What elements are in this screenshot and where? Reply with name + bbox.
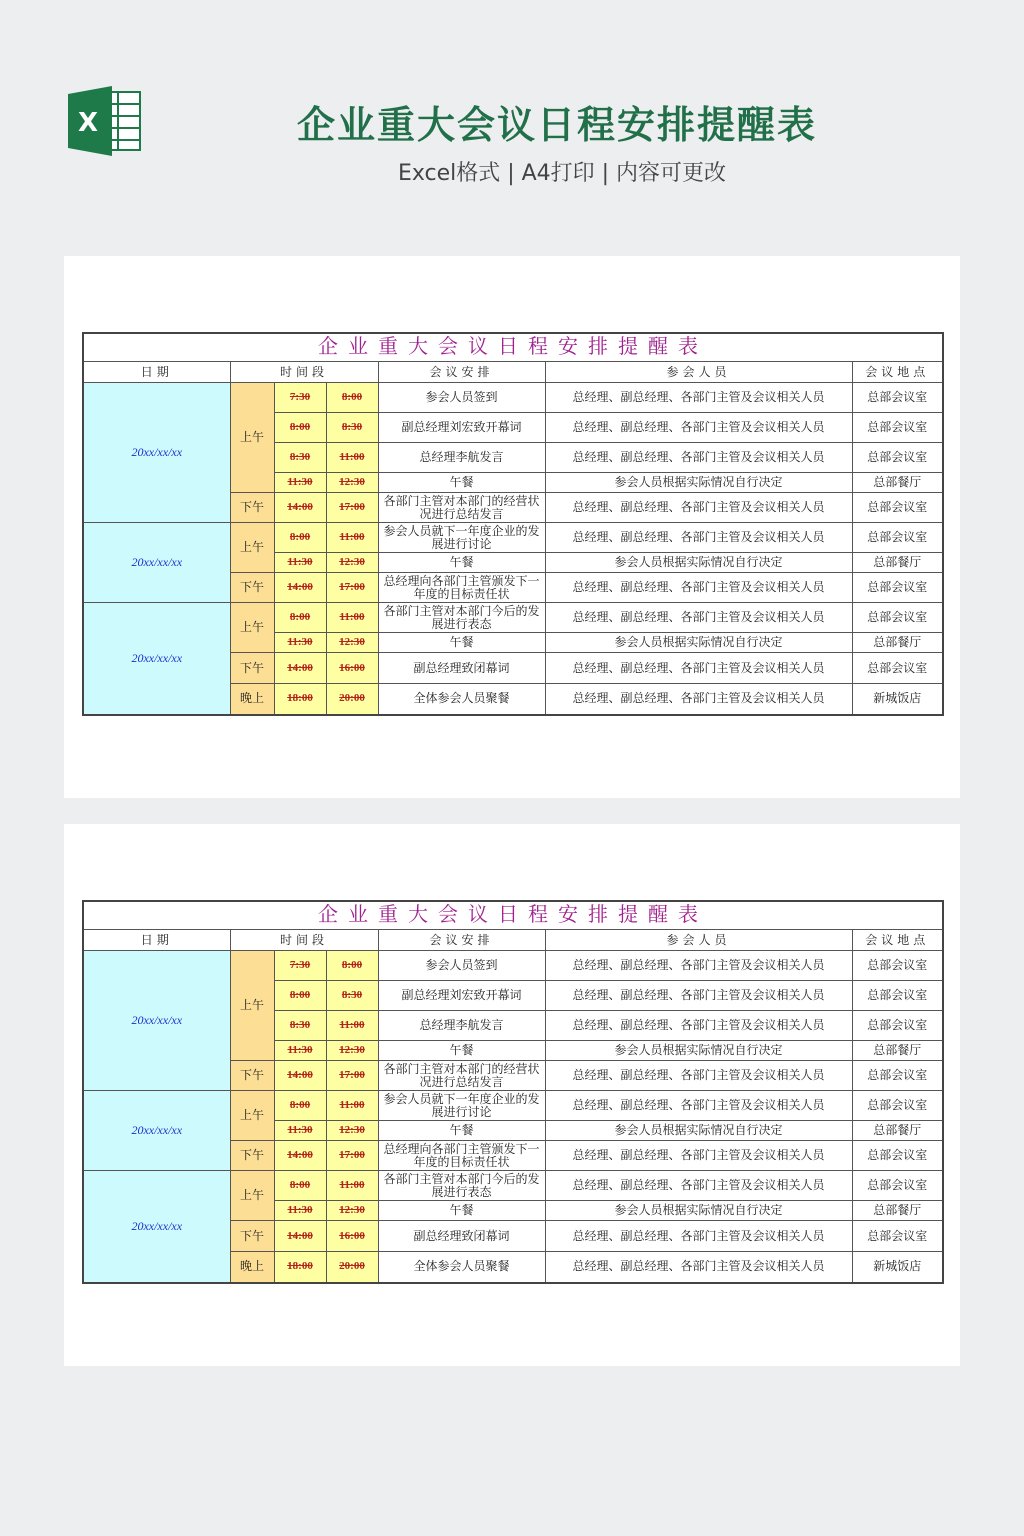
- agenda-cell[interactable]: 各部门主管对本部门今后的发展进行表态: [378, 1171, 545, 1201]
- participants-cell[interactable]: 总经理、副总经理、各部门主管及会议相关人员: [545, 603, 852, 633]
- location-cell[interactable]: 总部会议室: [852, 1061, 943, 1091]
- schedule-table: [82, 900, 944, 1284]
- agenda-cell[interactable]: 副总经理致闭幕词: [378, 1221, 545, 1252]
- participants-cell[interactable]: 总经理、副总经理、各部门主管及会议相关人员: [545, 1091, 852, 1121]
- location-cell[interactable]: 总部会议室: [852, 383, 943, 413]
- agenda-cell[interactable]: 午餐: [378, 1201, 545, 1221]
- location-cell[interactable]: 总部会议室: [852, 523, 943, 553]
- table-row: [83, 603, 943, 633]
- location-cell[interactable]: 总部餐厅: [852, 633, 943, 653]
- participants-cell[interactable]: 参会人员根据实际情况自行决定: [545, 1201, 852, 1221]
- header-participants: 参会人员: [545, 362, 852, 383]
- participants-cell[interactable]: 参会人员根据实际情况自行决定: [545, 1041, 852, 1061]
- period-cell[interactable]: 下午: [230, 573, 274, 603]
- location-cell[interactable]: 总部餐厅: [852, 473, 943, 493]
- agenda-cell[interactable]: 参会人员就下一年度企业的发展进行讨论: [378, 523, 545, 553]
- start-time-cell[interactable]: 11:30: [274, 473, 326, 493]
- end-time-cell[interactable]: 11:00: [326, 1171, 378, 1201]
- location-cell[interactable]: 新城饭店: [852, 1252, 943, 1283]
- location-cell[interactable]: 总部会议室: [852, 981, 943, 1011]
- start-time-cell[interactable]: 14:00: [274, 653, 326, 684]
- end-time-cell[interactable]: 8:30: [326, 981, 378, 1011]
- participants-cell[interactable]: 总经理、副总经理、各部门主管及会议相关人员: [545, 443, 852, 473]
- start-time-cell[interactable]: 11:30: [274, 633, 326, 653]
- agenda-cell[interactable]: 参会人员签到: [378, 951, 545, 981]
- agenda-cell[interactable]: 参会人员就下一年度企业的发展进行讨论: [378, 1091, 545, 1121]
- agenda-cell[interactable]: 午餐: [378, 473, 545, 493]
- table-row: [83, 1091, 943, 1121]
- participants-cell[interactable]: 总经理、副总经理、各部门主管及会议相关人员: [545, 493, 852, 523]
- header-date: 日期: [83, 362, 230, 383]
- start-time-cell[interactable]: 18:00: [274, 1252, 326, 1283]
- start-time-cell[interactable]: 18:00: [274, 684, 326, 715]
- end-time-cell[interactable]: 12:30: [326, 1121, 378, 1141]
- participants-cell[interactable]: 参会人员根据实际情况自行决定: [545, 633, 852, 653]
- start-time-cell[interactable]: 8:30: [274, 1011, 326, 1041]
- location-cell[interactable]: 总部会议室: [852, 1221, 943, 1252]
- end-time-cell[interactable]: 11:00: [326, 443, 378, 473]
- date-cell[interactable]: 20xx/xx/xx: [83, 951, 230, 1091]
- location-cell[interactable]: 总部会议室: [852, 493, 943, 523]
- date-cell[interactable]: 20xx/xx/xx: [83, 1171, 230, 1283]
- header-location: 会议地点: [852, 930, 943, 951]
- end-time-cell[interactable]: 16:00: [326, 1221, 378, 1252]
- end-time-cell[interactable]: 12:30: [326, 473, 378, 493]
- start-time-cell[interactable]: 8:00: [274, 603, 326, 633]
- agenda-cell[interactable]: 午餐: [378, 1121, 545, 1141]
- period-cell[interactable]: 上午: [230, 523, 274, 573]
- location-cell[interactable]: 总部会议室: [852, 1171, 943, 1201]
- period-cell[interactable]: 上午: [230, 1091, 274, 1141]
- participants-cell[interactable]: 总经理、副总经理、各部门主管及会议相关人员: [545, 981, 852, 1011]
- participants-cell[interactable]: 总经理、副总经理、各部门主管及会议相关人员: [545, 1171, 852, 1201]
- date-cell[interactable]: 20xx/xx/xx: [83, 383, 230, 523]
- location-cell[interactable]: 总部会议室: [852, 653, 943, 684]
- start-time-cell[interactable]: 14:00: [274, 493, 326, 523]
- start-time-cell[interactable]: 11:30: [274, 553, 326, 573]
- period-cell[interactable]: 下午: [230, 1221, 274, 1252]
- location-cell[interactable]: 总部会议室: [852, 443, 943, 473]
- period-cell[interactable]: 晚上: [230, 684, 274, 715]
- participants-cell[interactable]: 总经理、副总经理、各部门主管及会议相关人员: [545, 1221, 852, 1252]
- page-subtitle: Excel格式 | A4打印 | 内容可更改: [397, 161, 727, 186]
- participants-cell[interactable]: 总经理、副总经理、各部门主管及会议相关人员: [545, 1061, 852, 1091]
- table-row: [83, 1171, 943, 1201]
- table-title: 企业重大会议日程安排提醒表: [83, 333, 943, 362]
- participants-cell[interactable]: 总经理、副总经理、各部门主管及会议相关人员: [545, 383, 852, 413]
- page-title: 企业重大会议日程安排提醒表: [296, 103, 817, 147]
- location-cell[interactable]: 总部会议室: [852, 1011, 943, 1041]
- location-cell[interactable]: 总部餐厅: [852, 553, 943, 573]
- start-time-cell[interactable]: 7:30: [274, 951, 326, 981]
- agenda-cell[interactable]: 午餐: [378, 553, 545, 573]
- participants-cell[interactable]: 总经理、副总经理、各部门主管及会议相关人员: [545, 573, 852, 603]
- start-time-cell[interactable]: 11:30: [274, 1041, 326, 1061]
- header-participants: 参会人员: [545, 930, 852, 951]
- location-cell[interactable]: 总部会议室: [852, 573, 943, 603]
- participants-cell[interactable]: 总经理、副总经理、各部门主管及会议相关人员: [545, 951, 852, 981]
- start-time-cell[interactable]: 8:00: [274, 523, 326, 553]
- participants-cell[interactable]: 参会人员根据实际情况自行决定: [545, 553, 852, 573]
- agenda-cell[interactable]: 副总经理刘宏致开幕词: [378, 981, 545, 1011]
- participants-cell[interactable]: 总经理、副总经理、各部门主管及会议相关人员: [545, 1252, 852, 1283]
- end-time-cell[interactable]: 20:00: [326, 684, 378, 715]
- agenda-cell[interactable]: 午餐: [378, 633, 545, 653]
- agenda-cell[interactable]: 各部门主管对本部门的经营状况进行总结发言: [378, 493, 545, 523]
- end-time-cell[interactable]: 11:00: [326, 523, 378, 553]
- end-time-cell[interactable]: 17:00: [326, 493, 378, 523]
- header-agenda: 会议安排: [378, 930, 545, 951]
- agenda-cell[interactable]: 总经理向各部门主管颁发下一年度的目标责任状: [378, 573, 545, 603]
- start-time-cell[interactable]: 14:00: [274, 1221, 326, 1252]
- start-time-cell[interactable]: 14:00: [274, 1141, 326, 1171]
- location-cell[interactable]: 总部会议室: [852, 951, 943, 981]
- header-location: 会议地点: [852, 362, 943, 383]
- start-time-cell[interactable]: 11:30: [274, 1121, 326, 1141]
- start-time-cell[interactable]: 14:00: [274, 573, 326, 603]
- location-cell[interactable]: 总部餐厅: [852, 1201, 943, 1221]
- participants-cell[interactable]: 总经理、副总经理、各部门主管及会议相关人员: [545, 1141, 852, 1171]
- agenda-cell[interactable]: 参会人员签到: [378, 383, 545, 413]
- location-cell[interactable]: 总部餐厅: [852, 1041, 943, 1061]
- period-cell[interactable]: 下午: [230, 1061, 274, 1091]
- table-row: [83, 951, 943, 981]
- sheet-preview-2: [64, 824, 960, 1366]
- date-cell[interactable]: 20xx/xx/xx: [83, 1091, 230, 1171]
- schedule-table: [82, 332, 944, 716]
- start-time-cell[interactable]: 8:00: [274, 1091, 326, 1121]
- agenda-cell[interactable]: 各部门主管对本部门今后的发展进行表态: [378, 603, 545, 633]
- sheet-preview-1: [64, 256, 960, 798]
- start-time-cell[interactable]: 14:00: [274, 1061, 326, 1091]
- end-time-cell[interactable]: 8:30: [326, 413, 378, 443]
- end-time-cell[interactable]: 16:00: [326, 653, 378, 684]
- agenda-cell[interactable]: 全体参会人员聚餐: [378, 1252, 545, 1283]
- start-time-cell[interactable]: 8:00: [274, 1171, 326, 1201]
- table-row: [83, 383, 943, 413]
- end-time-cell[interactable]: 12:30: [326, 553, 378, 573]
- location-cell[interactable]: 总部餐厅: [852, 1121, 943, 1141]
- end-time-cell[interactable]: 8:00: [326, 951, 378, 981]
- agenda-cell[interactable]: 总经理李航发言: [378, 1011, 545, 1041]
- participants-cell[interactable]: 总经理、副总经理、各部门主管及会议相关人员: [545, 684, 852, 715]
- end-time-cell[interactable]: 17:00: [326, 573, 378, 603]
- date-cell[interactable]: 20xx/xx/xx: [83, 603, 230, 715]
- start-time-cell[interactable]: 7:30: [274, 383, 326, 413]
- agenda-cell[interactable]: 副总经理刘宏致开幕词: [378, 413, 545, 443]
- end-time-cell[interactable]: 11:00: [326, 1011, 378, 1041]
- date-cell[interactable]: 20xx/xx/xx: [83, 523, 230, 603]
- end-time-cell[interactable]: 20:00: [326, 1252, 378, 1283]
- end-time-cell[interactable]: 11:00: [326, 603, 378, 633]
- participants-cell[interactable]: 参会人员根据实际情况自行决定: [545, 1121, 852, 1141]
- location-cell[interactable]: 总部会议室: [852, 603, 943, 633]
- agenda-cell[interactable]: 总经理李航发言: [378, 443, 545, 473]
- header-date: 日期: [83, 930, 230, 951]
- table-row: [83, 523, 943, 553]
- location-cell[interactable]: 总部会议室: [852, 413, 943, 443]
- end-time-cell[interactable]: 12:30: [326, 633, 378, 653]
- participants-cell[interactable]: 总经理、副总经理、各部门主管及会议相关人员: [545, 653, 852, 684]
- location-cell[interactable]: 新城饭店: [852, 684, 943, 715]
- start-time-cell[interactable]: 11:30: [274, 1201, 326, 1221]
- end-time-cell[interactable]: 17:00: [326, 1061, 378, 1091]
- end-time-cell[interactable]: 12:30: [326, 1041, 378, 1061]
- logo-letter: X: [77, 108, 99, 138]
- participants-cell[interactable]: 参会人员根据实际情况自行决定: [545, 473, 852, 493]
- period-cell[interactable]: 上午: [230, 603, 274, 653]
- period-cell[interactable]: 上午: [230, 383, 274, 493]
- period-cell[interactable]: 上午: [230, 951, 274, 1061]
- period-cell[interactable]: 下午: [230, 1141, 274, 1171]
- period-cell[interactable]: 下午: [230, 493, 274, 523]
- end-time-cell[interactable]: 8:00: [326, 383, 378, 413]
- start-time-cell[interactable]: 8:30: [274, 443, 326, 473]
- period-cell[interactable]: 上午: [230, 1171, 274, 1221]
- page-header: [0, 0, 1024, 230]
- header-agenda: 会议安排: [378, 362, 545, 383]
- agenda-cell[interactable]: 全体参会人员聚餐: [378, 684, 545, 715]
- header-period: 时间段: [230, 930, 378, 951]
- period-cell[interactable]: 晚上: [230, 1252, 274, 1283]
- header-period: 时间段: [230, 362, 378, 383]
- start-time-cell[interactable]: 8:00: [274, 413, 326, 443]
- end-time-cell[interactable]: 11:00: [326, 1091, 378, 1121]
- end-time-cell[interactable]: 12:30: [326, 1201, 378, 1221]
- location-cell[interactable]: 总部会议室: [852, 1141, 943, 1171]
- period-cell[interactable]: 下午: [230, 653, 274, 684]
- start-time-cell[interactable]: 8:00: [274, 981, 326, 1011]
- agenda-cell[interactable]: 各部门主管对本部门的经营状况进行总结发言: [378, 1061, 545, 1091]
- participants-cell[interactable]: 总经理、副总经理、各部门主管及会议相关人员: [545, 413, 852, 443]
- end-time-cell[interactable]: 17:00: [326, 1141, 378, 1171]
- table-title: 企业重大会议日程安排提醒表: [83, 901, 943, 930]
- participants-cell[interactable]: 总经理、副总经理、各部门主管及会议相关人员: [545, 523, 852, 553]
- location-cell[interactable]: 总部会议室: [852, 1091, 943, 1121]
- agenda-cell[interactable]: 午餐: [378, 1041, 545, 1061]
- agenda-cell[interactable]: 副总经理致闭幕词: [378, 653, 545, 684]
- agenda-cell[interactable]: 总经理向各部门主管颁发下一年度的目标责任状: [378, 1141, 545, 1171]
- participants-cell[interactable]: 总经理、副总经理、各部门主管及会议相关人员: [545, 1011, 852, 1041]
